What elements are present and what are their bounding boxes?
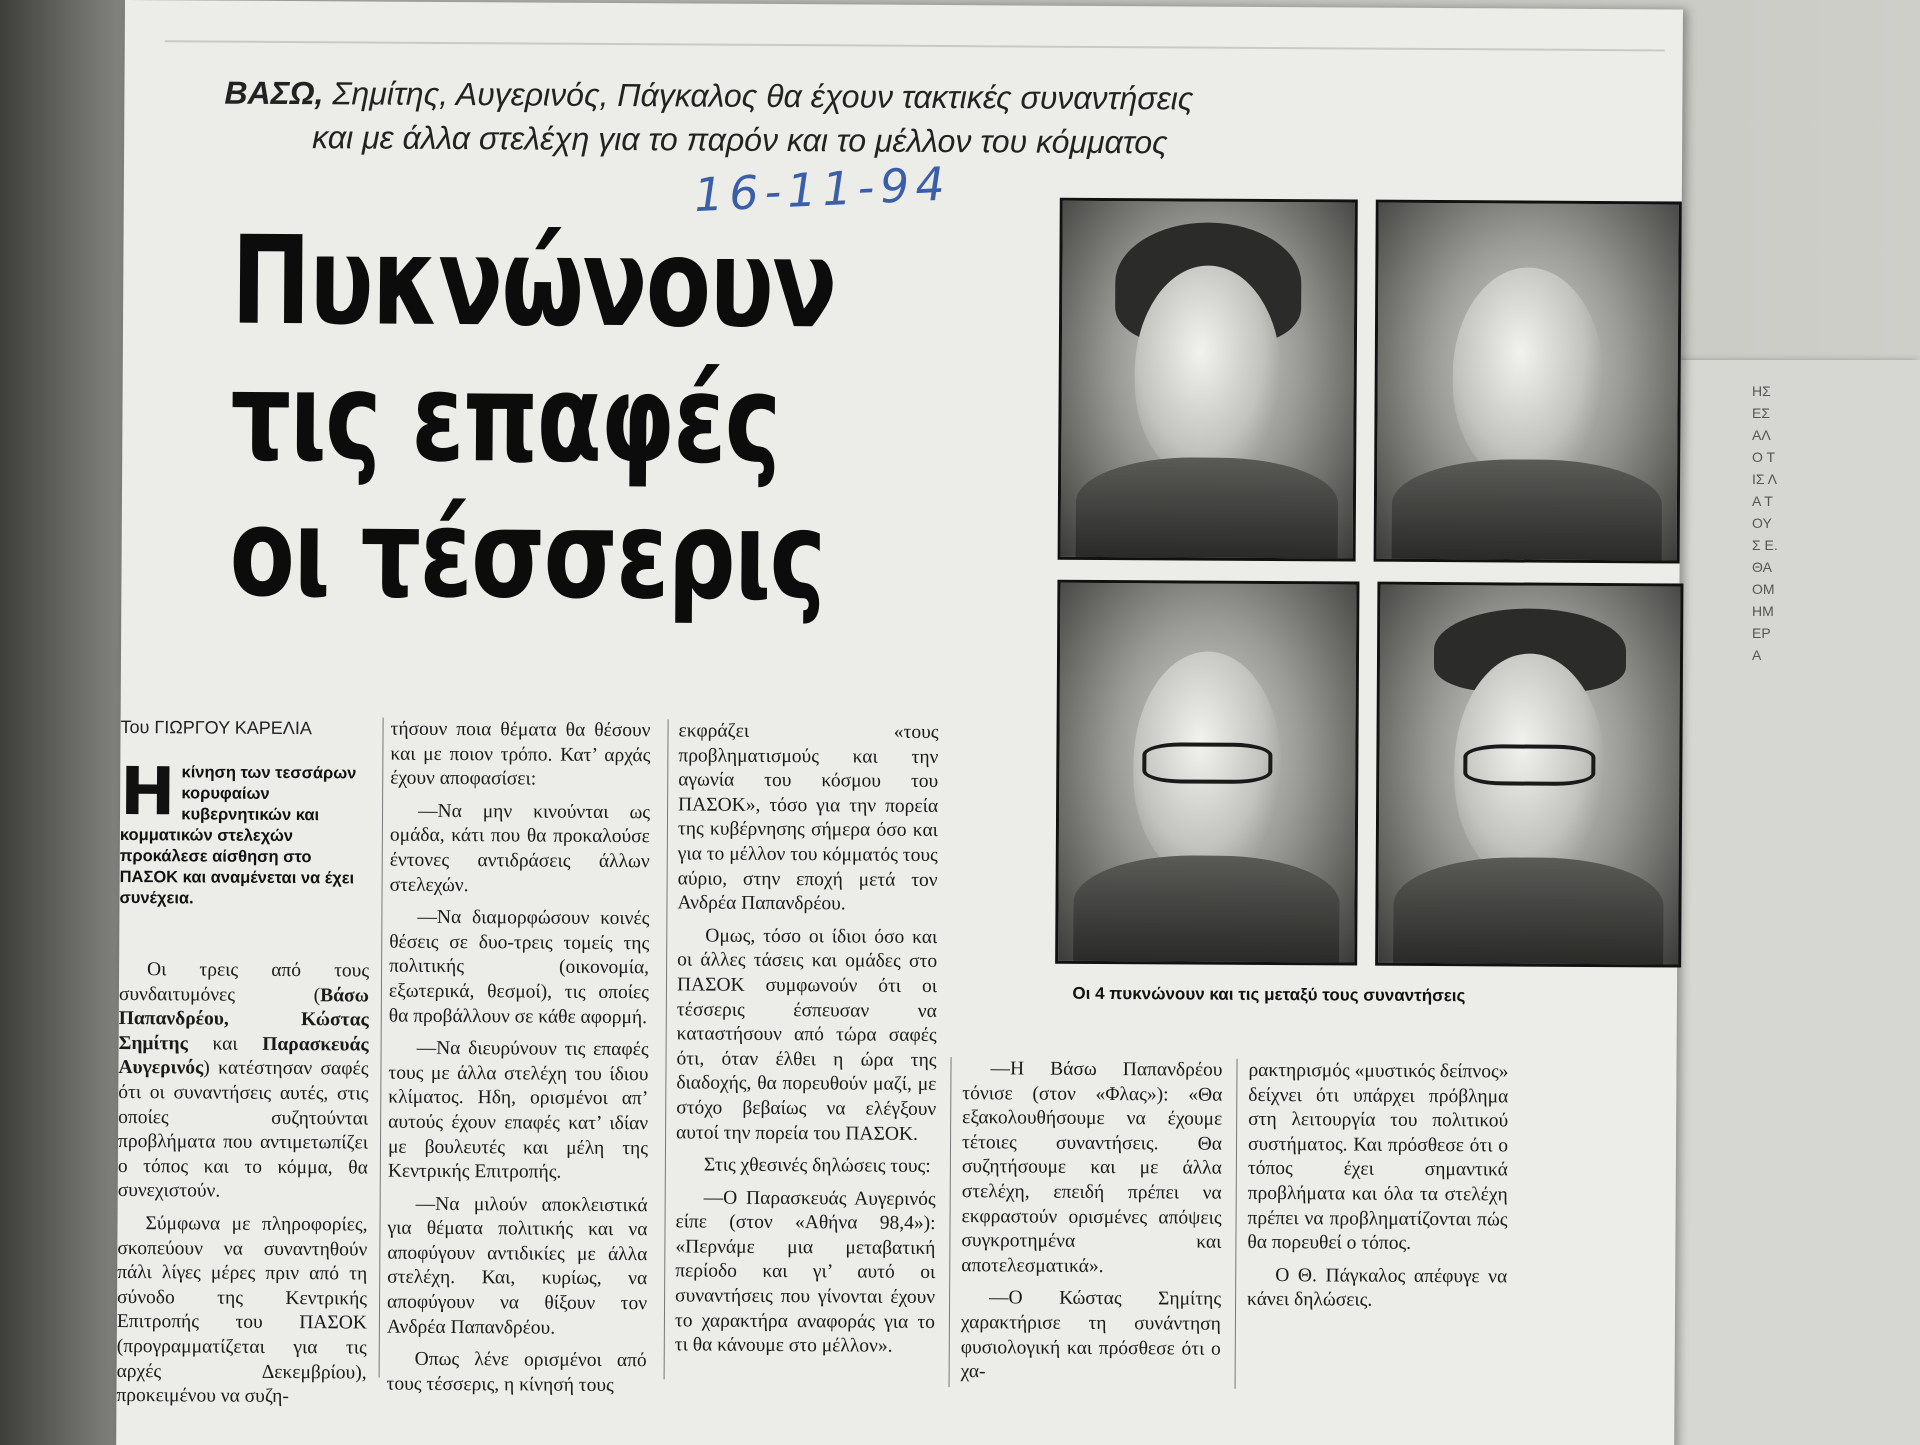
text-run: Οι τρεις από τους συνδαιτυμόνες ( <box>118 959 370 1006</box>
handwritten-date: 16-11-94 <box>692 156 952 223</box>
photo-body <box>1393 857 1664 964</box>
paragraph: —Να διαμορφώσουν κοινές θέσεις σε δυο-τρεις τομείς της πολιτικής (οικονομία, εξωτερικά, θεσμοί), τις οποίες θα προβάλλουν σε κάθε αφορμή. <box>388 906 650 1028</box>
photo-body <box>1392 459 1663 560</box>
text-run: και <box>187 1033 263 1055</box>
drop-cap: Η <box>119 752 176 831</box>
column-1 <box>116 958 369 1418</box>
column-2 <box>386 718 650 1407</box>
paragraph: εκφράζει «τους προβληματισμούς και την αγωνία του κόσμου του ΠΑΣΟΚ», τόσο για την πορεία της κυβέρνησης σήμερα όσο και για το μέλλον του κόμματός τους αύριο, στην εποχή μετά τον Ανδρέα Παπανδρέου. <box>677 720 939 915</box>
column-4 <box>961 1057 1223 1394</box>
photo-theodoros-pangalos <box>1375 582 1683 968</box>
name-bold: Βάσω Παπανδρέου, Κώστας Σημίτης <box>118 984 369 1055</box>
paragraph: Στις χθεσινές δηλώσεις τους: <box>703 1154 931 1178</box>
text-run: ) κατέστησαν σαφές ότι οι συναντήσεις αυτές, στις οποίες συζητούνται προβλήματα που αντιμετωπίζει ο τόπος και το κόμμα, θα συνεχιστούν. <box>117 1057 369 1202</box>
photo-glasses <box>1142 742 1272 784</box>
paragraph: Σύμφωνα με πληροφορίες, σκοπεύουν να συναντηθούν πάλι λίγες μέρες πριν από τη σύνοδο της Κεντρικής Επιτροπής του ΠΑΣΟΚ (προγραμματίζεται για τις αρχές Δεκεμβρίου), προκειμένου να συζη- <box>116 1213 368 1408</box>
photo-face <box>1452 267 1603 482</box>
photo-body <box>1073 855 1340 962</box>
photo-vaso-papandreou <box>1058 198 1358 562</box>
column-rule <box>949 1057 952 1387</box>
paragraph <box>118 958 369 1205</box>
paragraph: τήσουν ποια θέματα θα θέσουν και με ποιον τρόπο. Κατ’ αρχάς έχουν αποφασίσει: <box>390 718 651 790</box>
lead-text: κίνηση των τεσσάρων κορυφαίων κυβερνητικών και κομματικών στελεχών προκάλεσε αίσθηση στο ΠΑΣΟΚ και αναμένεται να έχει συνέχεια. <box>119 763 357 908</box>
photo-body <box>1075 457 1338 558</box>
headline-line-3: οι τέσσερις <box>229 481 825 628</box>
column-rule <box>379 718 384 1378</box>
column-rule <box>664 719 669 1379</box>
headline-line-1: Πυκνώνουν <box>230 209 836 356</box>
subtitle-line-2: και με άλλα στελέχη για το παρόν και το μέλλον του κόμματος <box>312 119 1168 161</box>
photo-caption: Οι 4 πυκνώνουν και τις μεταξύ τους συναντήσεις <box>1072 983 1466 1006</box>
photo-face <box>1134 265 1281 479</box>
subtitle-line-1-rest: Σημίτης, Αυγερινός, Πάγκαλος θα έχουν τακτικές συναντήσεις <box>323 75 1194 117</box>
column-5 <box>1247 1059 1509 1323</box>
photo-kostas-simitis <box>1374 200 1682 564</box>
paragraph: —Η Βάσω Παπανδρέου τόνισε (στον «Φλας»): «Θα εξακολουθήσουμε να έχουμε τέτοιες συναντήσεις. Θα συζητήσουμε και με άλλα στελέχη, επειδή πρέπει να εκφραστούν ορισμένες απόψεις συγκροτημένα και αποτελεσματικά». <box>961 1058 1223 1277</box>
paragraph: Ομως, τόσο οι ίδιοι όσο και οι άλλες τάσεις και ομάδες στο ΠΑΣΟΚ συμφωνούν ότι οι τέσσερις έσπευσαν να καταστήσουν από τώρα σαφές ότι, όταν έλθει η ώρα της διαδοχής, θα πορευθούν μαζί, με στόχο βεβαίως να ελέγξουν αυτοί την πορεία του ΠΑΣΟΚ. <box>676 925 938 1145</box>
top-rule <box>165 40 1665 51</box>
margin-text: ΗΣΕΣ ΑΛΟ ΤΙΣ ΛΑ ΤΟΥΣ Ε. ΘΑ ΟΜ ΗΜΕΡΑ <box>1752 383 1778 663</box>
column-3 <box>675 719 939 1367</box>
paragraph: —Να μην κινούνται ως ομάδα, κάτι που θα προκαλούσε έντονες αντιδράσεις άλλων στελεχών. <box>389 800 651 896</box>
newspaper-clipping <box>116 0 1683 1445</box>
subtitle-lead: ΒΑΣΩ, <box>224 74 324 112</box>
paragraph: —Ο Παρασκευάς Αυγερινός είπε (στον «Αθήνα 98,4»): «Περνάμε μια μεταβατική περίοδο και γι’ αυτό οι συναντήσεις που γίνονται έχουν το χαρακτήρα αναφοράς για το τι θα κάνουμε στο μέλλον». <box>674 1187 936 1357</box>
lead-paragraph <box>119 752 372 911</box>
column-rule <box>1235 1059 1238 1389</box>
article-subtitle <box>224 71 1625 168</box>
paragraph: Οπως λένε ορισμένοι από τους τέσσερις, η κίνησή τους <box>386 1349 647 1396</box>
headline-line-2: τις επαφές <box>230 345 781 492</box>
underlying-page <box>1640 360 1920 1445</box>
paragraph: Ο Θ. Πάγκαλος απέφυγε να κάνει δηλώσεις. <box>1247 1264 1508 1311</box>
paragraph: ρακτηρισμός «μυστικός δείπνος» δείχνει ότι υπάρχει πρόβλημα στη λειτουργία του πολιτικού συστήματος. Και πρόσθεσε ότι ο τόπος έχει σημαντικά προβλήματα και όλα τα στελέχη πρέπει να προβληματίζονται πώς θα πορευθεί ο τόπος. <box>1247 1059 1509 1255</box>
paragraph: —Να μιλούν αποκλειστικά για θέματα πολιτικής και να αποφύγουν αντιδικίες με άλλα στελέχη. Και, κυρίως, να αποφύγουν να θίξουν τον Ανδρέα Παπανδρέου. <box>386 1193 648 1339</box>
name-bold: Παρασκευάς Αυγερινός <box>118 1033 369 1079</box>
byline: Του ΓΙΩΡΓΟΥ ΚΑΡΕΛΙΑ <box>120 716 312 739</box>
paragraph: —Ο Κώστας Σημίτης χαρακτήρισε τη συνάντηση φυσιολογική και πρόσθεσε ότι ο χα- <box>960 1287 1222 1383</box>
photo-glasses <box>1463 744 1595 786</box>
headline <box>229 209 855 628</box>
paragraph: —Να διευρύνουν τις επαφές τους με άλλα στελέχη του ίδιου κλίματος. Ηδη, ορισμένοι απ’ αυτούς έχουν επαφές κατ’ ιδίαν με βουλευτές και μέλη της Κεντρικής Επιτροπής. <box>387 1037 649 1183</box>
photo-paraskevas-avgerinos <box>1055 580 1359 966</box>
